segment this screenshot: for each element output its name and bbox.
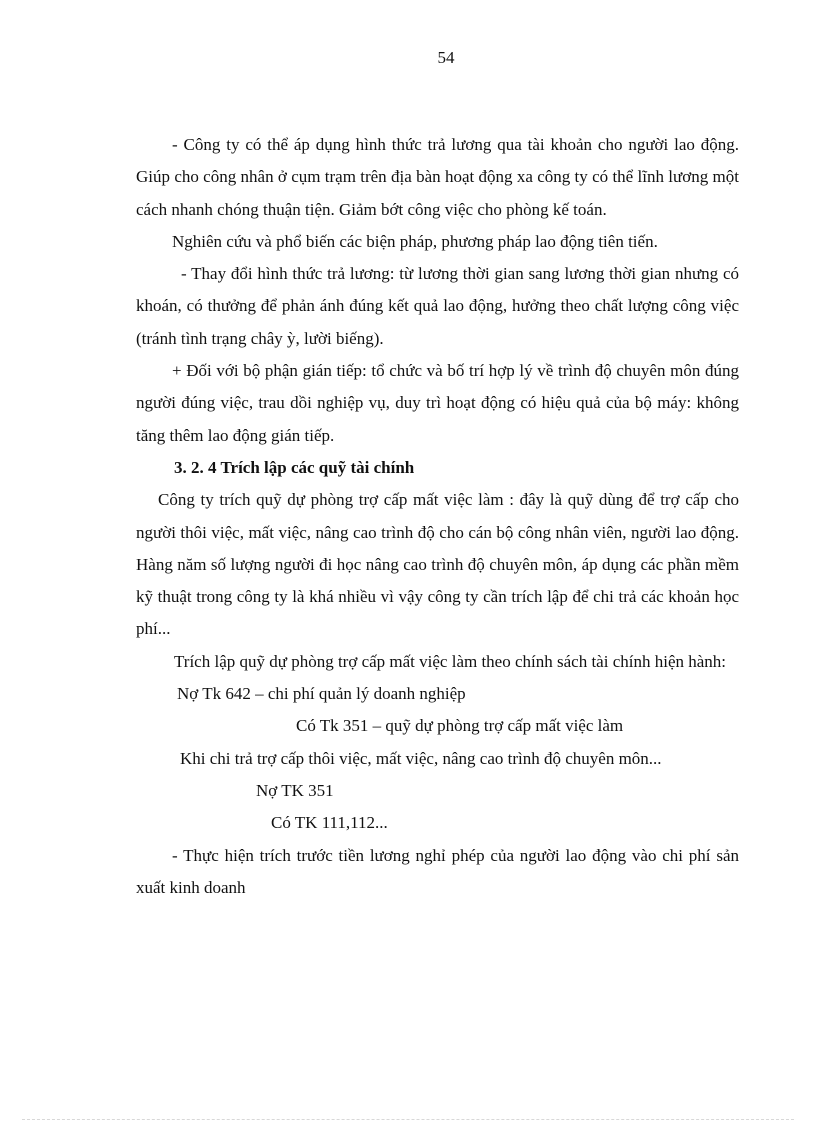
journal-entry-2-debit: Nợ TK 351 <box>256 780 334 800</box>
paragraph-salary-account: - Công ty có thể áp dụng hình thức trả lương qua tài khoản cho người lao động. Giúp cho công nhân ở cụm trạm trên địa bàn hoạt động xa công ty có thể lĩnh lương một cách nhanh chóng thuận tiện. Giảm bớt công việc cho phòng kế toán. <box>136 135 739 219</box>
paragraph-change-salary: - Thay đổi hình thức trả lương: từ lương thời gian sang lương thời gian nhưng có khoán, có thưởng để phản ánh đúng kết quả lao động, hưởng theo chất lượng công việc (tránh tình trạng chây ỳ, lười biếng). <box>136 264 739 348</box>
paragraph-indirect-staff: + Đối với bộ phận gián tiếp: tổ chức và bố trí hợp lý về trình độ chuyên môn đúng người đúng việc, trau dồi nghiệp vụ, duy trì hoạt động có hiệu quả của bộ máy: không tăng thêm lao động gián tiếp. <box>136 361 739 445</box>
journal-entry-1-credit: Có Tk 351 – quỹ dự phòng trợ cấp mất việc làm <box>296 716 624 736</box>
journal-entry-1-debit: Nợ Tk 642 – chi phí quản lý doanh nghiệp <box>177 684 466 704</box>
paragraph-research: Nghiên cứu và phổ biến các biện pháp, phương pháp lao động tiên tiến. <box>172 231 658 251</box>
journal-entry-2-credit: Có TK 111,112... <box>271 813 388 833</box>
document-body <box>136 129 739 904</box>
paragraph-leave-pay: - Thực hiện trích trước tiền lương nghỉ phép của người lao động vào chi phí sản xuất kinh doanh <box>136 845 739 897</box>
paragraph-appropriation: Trích lập quỹ dự phòng trợ cấp mất việc làm theo chính sách tài chính hiện hành: <box>174 651 727 671</box>
page-bottom-divider <box>22 1119 794 1120</box>
page-number: 54 <box>437 48 455 67</box>
paragraph-payment: Khi chi trả trợ cấp thôi việc, mất việc, nâng cao trình độ chuyên môn... <box>180 748 662 768</box>
section-heading: 3. 2. 4 Trích lập các quỹ tài chính <box>174 457 415 477</box>
paragraph-reserve-fund: Công ty trích quỹ dự phòng trợ cấp mất việc làm : đây là quỹ dùng để trợ cấp cho người thôi việc, mất việc, nâng cao trình độ cho cán bộ công nhân viên, người lao động. Hàng năm số lượng người đi học nâng cao trình độ chuyên môn, áp dụng các phần mềm kỹ thuật trong công ty là khá nhiều vì vậy công ty cần trích lập để chi trả các khoản học phí... <box>136 490 739 639</box>
